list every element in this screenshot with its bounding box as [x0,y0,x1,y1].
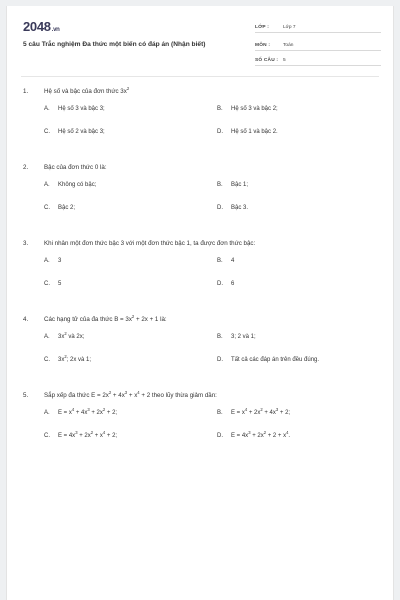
question-stem [7,392,393,402]
option-text: 3 [58,258,62,264]
answer-option-a[interactable] [44,182,96,188]
option-row [7,106,393,129]
meta-label: MÔN : [255,43,271,48]
option-text: 4 [231,258,235,264]
answer-option-b[interactable] [217,407,291,416]
option-row [7,407,393,433]
option-row [7,182,393,205]
answer-option-d[interactable] [217,430,291,439]
option-text: Bậc 1; [231,182,249,188]
option-text: $E = x^4 + 4x^3 + 2x^2 + 2$; [58,407,118,416]
document-page [6,6,394,600]
answer-option-a[interactable] [44,407,118,416]
option-letter: C. [44,281,50,287]
answer-option-c[interactable] [44,129,105,135]
option-text: $E = 4x^3 + 2x^2 + 2 + x^4$. [231,430,291,439]
question-text: Bậc của đơn thức 0 là: [44,164,107,171]
option-row [7,129,393,152]
option-letter: A. [44,182,50,188]
question-text: Các hạng tử của đa thức $B = 3x^2 + 2x + 1$ là: [44,314,167,323]
option-letter: A. [44,334,50,340]
option-text: Tất cả các đáp án trên đều đúng. [231,357,320,363]
answer-option-b[interactable] [217,106,278,112]
question-stem [7,316,393,326]
option-letter: D. [217,357,223,363]
question-item [7,164,393,240]
question-text: Hệ số và bậc của đơn thức $3x^2$ [44,86,130,95]
question-item [7,88,393,164]
document-header [7,6,393,76]
option-letter: C. [44,357,50,363]
meta-value: Toán [283,43,294,48]
option-letter: B. [217,106,223,112]
answer-option-b[interactable] [217,334,256,340]
answer-option-b[interactable] [217,182,248,188]
option-text: Bậc 3. [231,205,249,211]
question-number: 3. [23,240,29,247]
meta-row-subject [255,36,381,51]
meta-value: Lớp 7 [283,25,296,30]
option-text: Hệ số 1 và bậc 2. [231,129,278,135]
option-text: $3x^2$; 2x và 1; [58,354,92,363]
question-spacer [7,152,393,164]
option-letter: A. [44,106,50,112]
question-stem [7,88,393,98]
question-text: Sắp xếp đa thức $E = 2x^2 + 4x^3 + x^4 + 2$ theo lũy thừa giảm dần: [44,390,217,399]
logo-suffix: .vn [51,27,60,33]
option-text: 6 [231,281,235,287]
meta-row-count [255,51,381,66]
question-number: 5. [23,392,29,399]
option-row [7,354,393,380]
option-text: 5 [58,281,62,287]
question-text: Khi nhân một đơn thức bậc 3 với một đơn thức bậc 1, ta được đơn thức bậc: [44,240,256,247]
option-text: $3x^2$ và 2x; [58,331,85,340]
option-letter: A. [44,258,50,264]
question-spacer [7,456,393,468]
option-row [7,281,393,304]
header-divider [21,76,379,77]
option-letter: B. [217,334,223,340]
question-item [7,316,393,392]
question-stem [7,240,393,250]
meta-label: LỚP : [255,25,270,30]
question-spacer [7,228,393,240]
answer-option-c[interactable] [44,205,75,211]
option-letter: D. [217,281,223,287]
option-letter: C. [44,433,50,439]
option-text: Hệ số 2 và bậc 3; [58,129,105,135]
question-number: 2. [23,164,29,171]
option-letter: B. [217,182,223,188]
logo-main: 2048 [23,19,51,34]
answer-option-a[interactable] [44,106,105,112]
question-item [7,240,393,316]
answer-option-d[interactable] [217,357,319,363]
answer-option-c[interactable] [44,354,92,363]
option-text: Không có bậc; [58,182,97,188]
option-letter: C. [44,205,50,211]
option-letter: A. [44,410,50,416]
option-text: $E = x^4 + 2x^2 + 4x^3 + 2$; [231,407,291,416]
answer-option-c[interactable] [44,430,118,439]
document-title: 5 câu Trắc nghiệm Đa thức một biến có đáp án (Nhận biết) [23,41,206,48]
option-row [7,430,393,456]
option-letter: B. [217,258,223,264]
answer-option-d[interactable] [217,129,278,135]
option-row [7,258,393,281]
question-stem [7,164,393,174]
option-text: 3; 2 và 1; [231,334,256,340]
option-letter: D. [217,433,223,439]
meta-label: SỐ CÂU : [255,58,279,63]
meta-row-class [255,18,381,33]
site-logo[interactable] [23,19,60,34]
option-text: Hệ số 3 và bậc 2; [231,106,278,112]
option-letter: B. [217,410,223,416]
option-text: Bậc 2; [58,205,76,211]
answer-option-b[interactable] [217,258,234,264]
answer-option-c[interactable] [44,281,61,287]
question-spacer [7,380,393,392]
answer-option-a[interactable] [44,258,61,264]
answer-option-a[interactable] [44,331,85,340]
answer-option-d[interactable] [217,281,234,287]
option-letter: D. [217,129,223,135]
question-list [7,88,393,468]
option-text: Hệ số 3 và bậc 3; [58,106,105,112]
option-text: $E = 4x^3 + 2x^2 + x^4 + 2$; [58,430,118,439]
option-letter: D. [217,205,223,211]
meta-value: 5 [283,58,286,63]
question-number: 4. [23,316,29,323]
option-row [7,205,393,228]
option-letter: C. [44,129,50,135]
question-item [7,392,393,468]
answer-option-d[interactable] [217,205,248,211]
question-spacer [7,304,393,316]
question-number: 1. [23,88,29,95]
